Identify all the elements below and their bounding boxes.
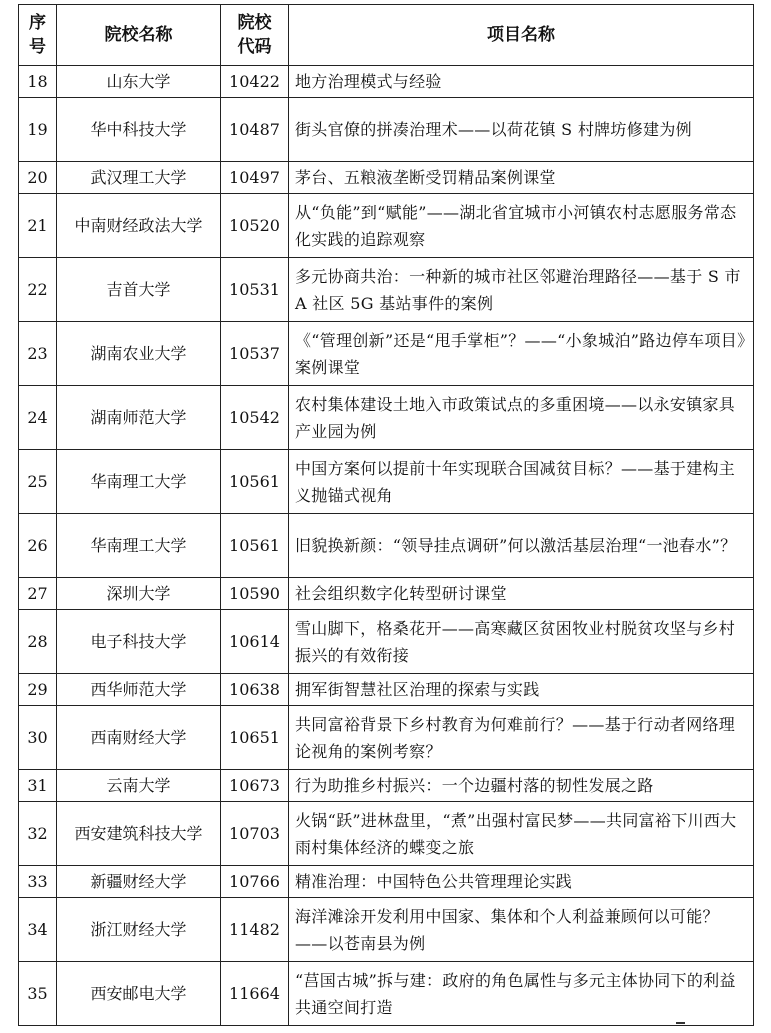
table-row [19, 98, 754, 162]
school-code-cell: 11664 [221, 962, 289, 1026]
table-row [19, 514, 754, 578]
school-name-cell: 中南财经政法大学 [57, 194, 221, 258]
header-row [19, 5, 754, 66]
school-name-cell: 西安邮电大学 [57, 962, 221, 1026]
project-name-cell: “莒国古城”拆与建：政府的角色属性与多元主体协同下的利益共通空间打造 [289, 962, 754, 1026]
header-no-line2: 号 [29, 37, 46, 57]
school-code-cell: 10561 [221, 514, 289, 578]
school-code-cell: 10520 [221, 194, 289, 258]
school-code-cell: 10561 [221, 450, 289, 514]
table-row [19, 450, 754, 514]
school-name-cell: 西安建筑科技大学 [57, 802, 221, 866]
row-number: 32 [19, 802, 57, 866]
school-code-cell: 10703 [221, 802, 289, 866]
school-name-cell: 西华师范大学 [57, 674, 221, 706]
project-name-cell: 精准治理：中国特色公共管理理论实践 [289, 866, 754, 898]
project-name-cell: 海洋滩涂开发利用中国家、集体和个人利益兼顾何以可能？——以苍南县为例 [289, 898, 754, 962]
school-code-cell: 10422 [221, 66, 289, 98]
header-code-line1: 院校 [237, 13, 272, 33]
table-row [19, 802, 754, 866]
row-number: 31 [19, 770, 57, 802]
row-number: 28 [19, 610, 57, 674]
project-name-cell: 中国方案何以提前十年实现联合国减贫目标？——基于建构主义抛锚式视角 [289, 450, 754, 514]
school-code-cell: 10638 [221, 674, 289, 706]
school-code-cell: 11482 [221, 898, 289, 962]
header-no [19, 5, 57, 66]
table-row [19, 610, 754, 674]
school-code-cell: 10487 [221, 98, 289, 162]
school-name-cell: 吉首大学 [57, 258, 221, 322]
project-name-cell: 旧貌换新颜：“领导挂点调研”何以激活基层治理“一池春水”？ [289, 514, 754, 578]
table-row [19, 162, 754, 194]
table-row [19, 194, 754, 258]
school-name-cell: 华南理工大学 [57, 514, 221, 578]
project-name-cell: 茅台、五粮液垄断受罚精品案例课堂 [289, 162, 754, 194]
row-number: 19 [19, 98, 57, 162]
row-number: 21 [19, 194, 57, 258]
table-row [19, 962, 754, 1026]
row-number: 25 [19, 450, 57, 514]
table-row [19, 898, 754, 962]
table-row [19, 674, 754, 706]
row-number: 20 [19, 162, 57, 194]
row-number: 35 [19, 962, 57, 1026]
row-number: 23 [19, 322, 57, 386]
project-name-cell: 拥军街智慧社区治理的探索与实践 [289, 674, 754, 706]
project-name-cell: 多元协商共治：一种新的城市社区邻避治理路径——基于 S 市 A 社区 5G 基站事件的案例 [289, 258, 754, 322]
school-name-cell: 华南理工大学 [57, 450, 221, 514]
project-name-cell: 农村集体建设土地入市政策试点的多重困境——以永安镇家具产业园为例 [289, 386, 754, 450]
header-code [221, 5, 289, 66]
row-number: 26 [19, 514, 57, 578]
page-edge-mark [676, 1022, 685, 1024]
school-code-cell: 10766 [221, 866, 289, 898]
school-name-cell: 湖南师范大学 [57, 386, 221, 450]
row-number: 24 [19, 386, 57, 450]
header-school-name: 院校名称 [57, 5, 221, 66]
table-row [19, 258, 754, 322]
school-name-cell: 武汉理工大学 [57, 162, 221, 194]
school-name-cell: 电子科技大学 [57, 610, 221, 674]
project-name-cell: 地方治理模式与经验 [289, 66, 754, 98]
table-row [19, 770, 754, 802]
table-body [19, 66, 754, 1026]
school-name-cell: 深圳大学 [57, 578, 221, 610]
table-row [19, 866, 754, 898]
school-code-cell: 10590 [221, 578, 289, 610]
school-code-cell: 10673 [221, 770, 289, 802]
school-name-cell: 西南财经大学 [57, 706, 221, 770]
school-code-cell: 10531 [221, 258, 289, 322]
school-name-cell: 山东大学 [57, 66, 221, 98]
table-row [19, 706, 754, 770]
row-number: 30 [19, 706, 57, 770]
project-name-cell: 社会组织数字化转型研讨课堂 [289, 578, 754, 610]
school-name-cell: 浙江财经大学 [57, 898, 221, 962]
row-number: 27 [19, 578, 57, 610]
school-name-cell: 湖南农业大学 [57, 322, 221, 386]
school-name-cell: 新疆财经大学 [57, 866, 221, 898]
project-name-cell: 从“负能”到“赋能”——湖北省宜城市小河镇农村志愿服务常态化实践的追踪观察 [289, 194, 754, 258]
header-project-name: 项目名称 [289, 5, 754, 66]
project-name-cell: 雪山脚下，格桑花开——高寒藏区贫困牧业村脱贫攻坚与乡村振兴的有效衔接 [289, 610, 754, 674]
row-number: 33 [19, 866, 57, 898]
school-name-cell: 华中科技大学 [57, 98, 221, 162]
project-name-cell: 火锅“跃”进林盘里，“煮”出强村富民梦——共同富裕下川西大雨村集体经济的蝶变之旅 [289, 802, 754, 866]
header-code-line2: 代码 [237, 37, 272, 57]
project-name-cell: 共同富裕背景下乡村教育为何难前行？——基于行动者网络理论视角的案例考察？ [289, 706, 754, 770]
school-code-cell: 10537 [221, 322, 289, 386]
table-row [19, 386, 754, 450]
school-name-cell: 云南大学 [57, 770, 221, 802]
table-row [19, 322, 754, 386]
table-row [19, 66, 754, 98]
project-name-cell: 《“管理创新”还是“甩手掌柜”？——“小象城泊”路边停车项目》案例课堂 [289, 322, 754, 386]
row-number: 18 [19, 66, 57, 98]
project-name-cell: 街头官僚的拼凑治理术——以荷花镇 S 村牌坊修建为例 [289, 98, 754, 162]
row-number: 29 [19, 674, 57, 706]
table-row [19, 578, 754, 610]
case-list-table [18, 4, 754, 1026]
project-name-cell: 行为助推乡村振兴：一个边疆村落的韧性发展之路 [289, 770, 754, 802]
row-number: 34 [19, 898, 57, 962]
row-number: 22 [19, 258, 57, 322]
school-code-cell: 10614 [221, 610, 289, 674]
school-code-cell: 10542 [221, 386, 289, 450]
school-code-cell: 10651 [221, 706, 289, 770]
header-no-line1: 序 [29, 13, 46, 33]
school-code-cell: 10497 [221, 162, 289, 194]
